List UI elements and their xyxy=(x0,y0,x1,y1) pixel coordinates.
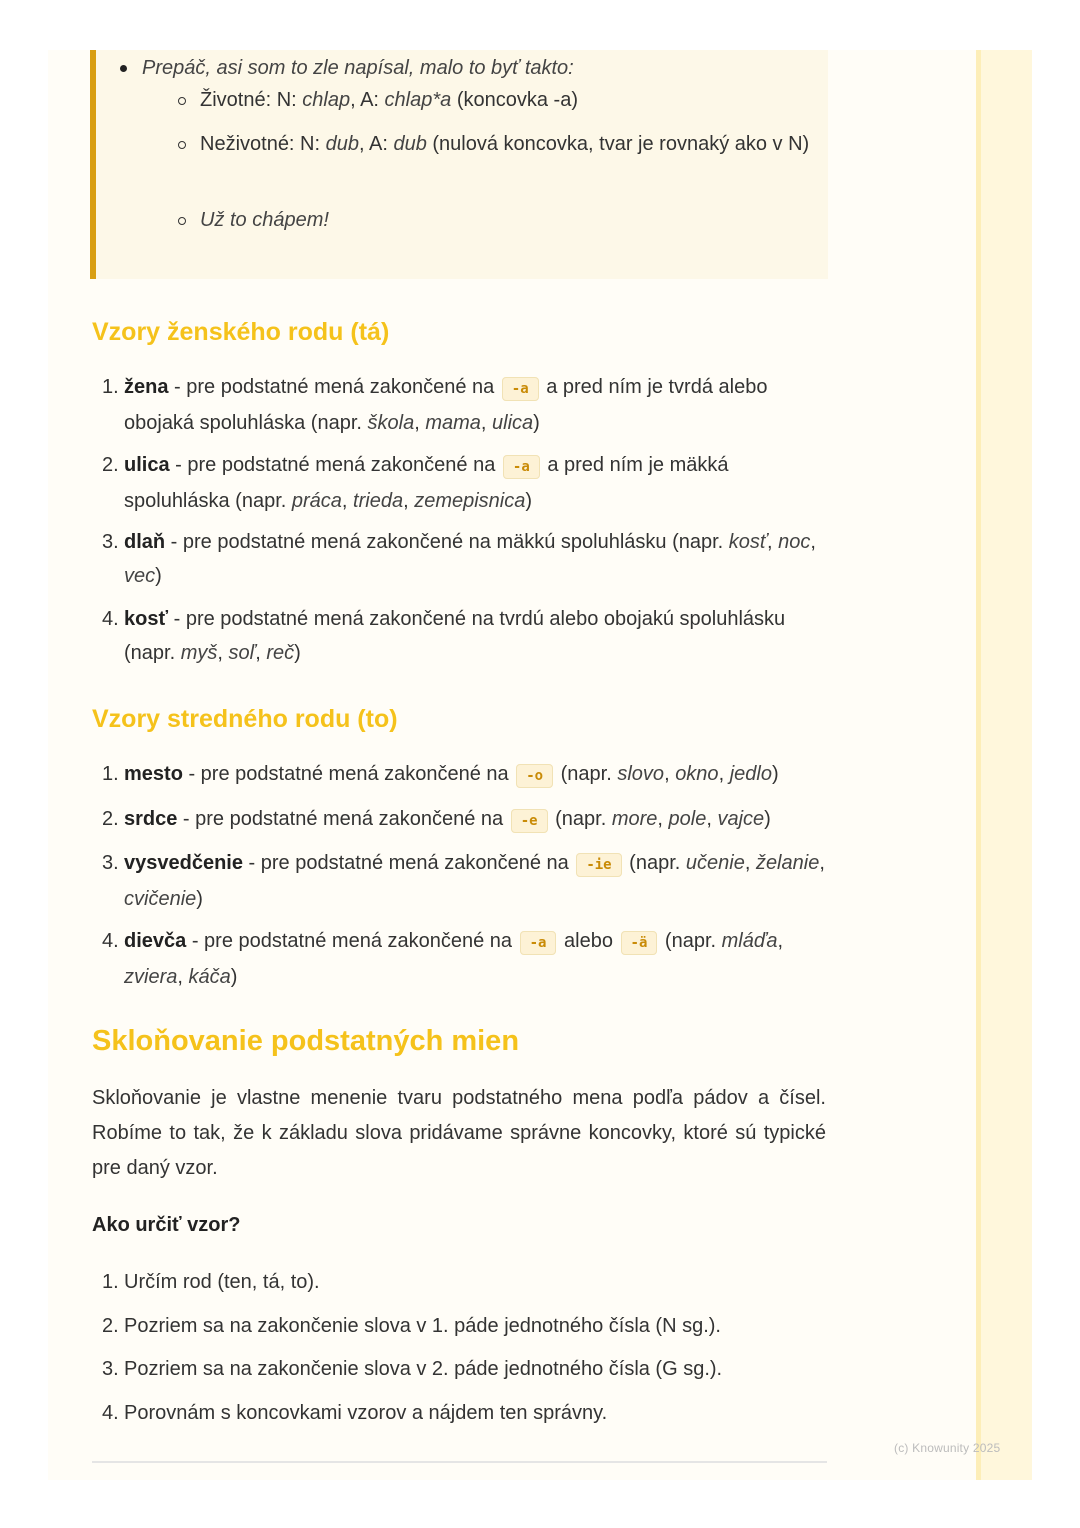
list-item: 3. dlaň - pre podstatné mená zakončené na mäkkú spoluhlásku (napr. kosť, noc, vec) xyxy=(102,531,816,587)
list-item: 4. Porovnám s koncovkami vzorov a nájdem ten správny. xyxy=(102,1402,608,1424)
callout-item-nezivotne: Neživotné: N: dub, A: dub (nulová koncovka, tvar je rovnaký ako v N) xyxy=(200,128,810,161)
code-suffix: -e xyxy=(511,809,548,833)
callout-item-zivotne: Životné: N: chlap, A: chlap*a (koncovka -a) xyxy=(200,84,800,117)
heading-zensky-rod: Vzory ženského rodu (tá) xyxy=(92,318,390,346)
list-item: 3. Pozriem sa na zakončenie slova v 2. páde jednotného čísla (G sg.). xyxy=(102,1358,723,1380)
code-suffix: -a xyxy=(520,931,557,955)
copyright-notice: (c) Knowunity 2025 xyxy=(894,1441,1001,1455)
heading-sklonovanie: Skloňovanie podstatných mien xyxy=(92,1025,520,1057)
list-item: 1. žena - pre podstatné mená zakončené na -a a pred ním je tvrdá alebo obojaká spoluhláska (napr. škola, mama, ulica) xyxy=(102,376,768,434)
list-item: 2. srdce - pre podstatné mená zakončené na -e (napr. more, pole, vajce) xyxy=(124,802,836,838)
list-item: 1. Určím rod (ten, tá, to). xyxy=(102,1271,320,1293)
callout-lead: Prepáč, asi som to zle napísal, malo to byť takto: xyxy=(142,56,574,80)
page-margin-band xyxy=(976,50,1032,1480)
heading-stredny-rod: Vzory stredného rodu (to) xyxy=(92,705,398,733)
page-margin-line xyxy=(976,50,981,1480)
list-item: 4. dievča - pre podstatné mená zakončené na -a alebo -ä (napr. mláďa, zviera, káča) xyxy=(102,930,784,988)
callout-box xyxy=(90,50,828,279)
paragraph-sklonovanie: Skloňovanie je vlastne menenie tvaru podstatného mena podľa pádov a čísel. Robíme to tak, že k základu slova pridávame správne koncovky, ktoré sú typické pre daný vzor. xyxy=(92,1087,826,1179)
document-page xyxy=(48,50,1032,1480)
circle-bullet-icon xyxy=(178,217,186,225)
list-item: 3. vysvedčenie - pre podstatné mená zakončené na -ie (napr. učenie, želanie, cvičenie) xyxy=(102,852,825,910)
divider xyxy=(92,1461,827,1463)
list-item: 2. Pozriem sa na zakončenie slova v 1. páde jednotného čísla (N sg.). xyxy=(102,1315,721,1337)
circle-bullet-icon xyxy=(178,141,186,149)
list-item: 2. ulica - pre podstatné mená zakončené na -a a pred ním je mäkká spoluhláska (napr. práca, trieda, zemepisnica) xyxy=(102,454,729,512)
list-item: 1. mesto - pre podstatné mená zakončené na -o (napr. slovo, okno, jedlo) xyxy=(124,757,836,793)
code-suffix: -a xyxy=(502,377,539,401)
list-item: 4. kosť - pre podstatné mená zakončené na tvrdú alebo obojakú spoluhlásku (napr. myš, soľ, reč) xyxy=(102,608,786,664)
code-suffix: -a xyxy=(503,455,540,479)
code-suffix: -o xyxy=(516,764,553,788)
bullet-icon xyxy=(120,65,127,72)
subheading-ako-urcit: Ako určiť vzor? xyxy=(92,1214,241,1236)
circle-bullet-icon xyxy=(178,97,186,105)
code-suffix: -ä xyxy=(621,931,658,955)
code-suffix: -ie xyxy=(576,853,621,877)
callout-item-chapem: Už to chápem! xyxy=(200,204,800,237)
